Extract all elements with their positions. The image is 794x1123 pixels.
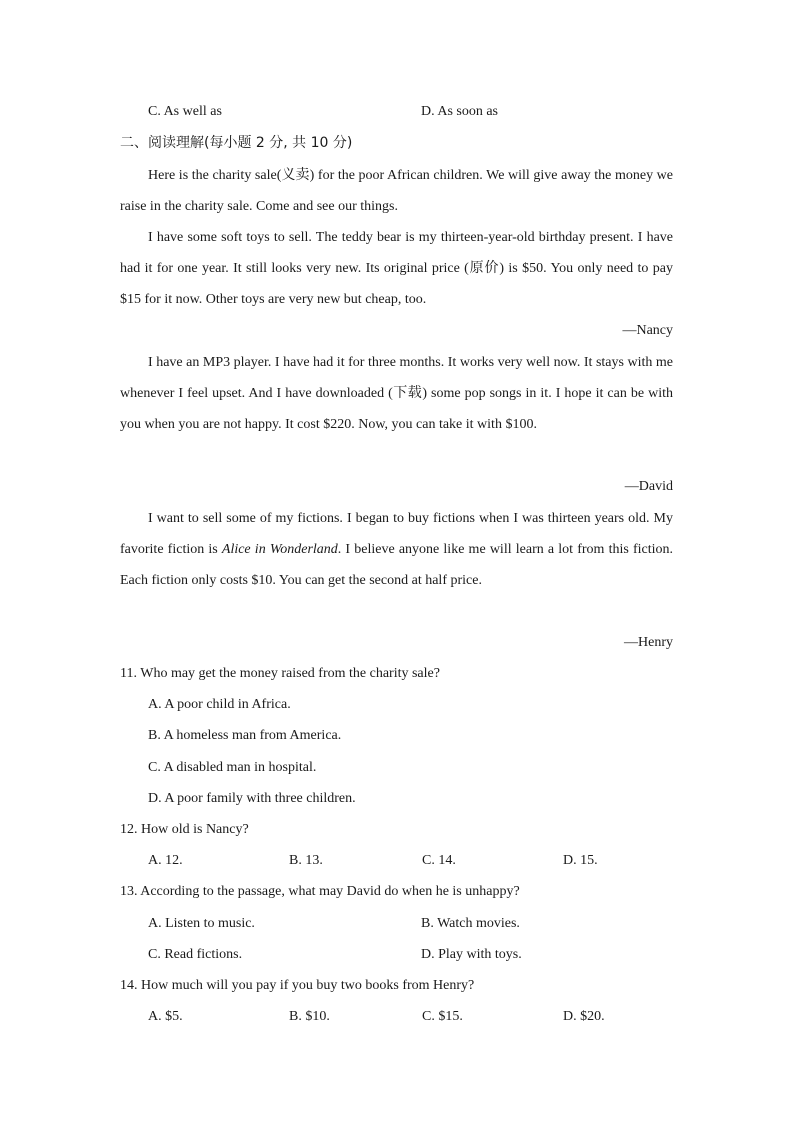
- henry-signature: —Henry: [624, 635, 673, 650]
- question-11-option-d: D. A poor family with three children.: [148, 791, 356, 806]
- david-text: I have an MP3 player. I have had it for three months. It works very well now. It stays with me whenever I feel upset. And I have downloaded (下载) some pop songs in it. I hope it can be with you when you are not happy. It cost $220. Now, you can take it with $100.: [120, 355, 673, 433]
- question-14-option-a: A. $5.: [148, 1009, 183, 1024]
- question-11-stem: 11. Who may get the money raised from the charity sale?: [120, 666, 440, 681]
- question-14-option-d: D. $20.: [563, 1009, 605, 1024]
- henry-text: [120, 503, 673, 597]
- question-12-option-d: D. 15.: [563, 853, 598, 868]
- question-14-option-c: C. $15.: [422, 1009, 463, 1024]
- question-14-stem: 14. How much will you pay if you buy two books from Henry?: [120, 978, 475, 993]
- question-11-option-b: B. A homeless man from America.: [148, 728, 342, 743]
- question-11-option-c: C. A disabled man in hospital.: [148, 760, 317, 775]
- question-12-option-a: A. 12.: [148, 853, 183, 868]
- henry-text-after: . I believe anyone like me will learn a lot from this fiction. Each fiction only costs $10. You can get the second at half price.: [120, 542, 673, 589]
- question-13-option-d: D. Play with toys.: [421, 947, 522, 962]
- question-14-option-b: B. $10.: [289, 1009, 330, 1024]
- prev-option-d: D. As soon as: [421, 104, 499, 119]
- henry-paragraph: [120, 503, 673, 597]
- prev-option-c: C. As well as: [148, 104, 222, 119]
- henry-book-title: Alice in Wonderland: [221, 542, 338, 558]
- david-paragraph: [120, 347, 673, 441]
- section-heading: 二、阅读理解(每小题 2 分, 共 10 分): [120, 135, 353, 151]
- nancy-paragraph: [120, 222, 673, 316]
- question-12-stem: 12. How old is Nancy?: [120, 822, 249, 837]
- question-12-option-c: C. 14.: [422, 853, 456, 868]
- question-13-stem: 13. According to the passage, what may David do when he is unhappy?: [120, 884, 520, 899]
- nancy-signature: —Nancy: [622, 323, 673, 338]
- question-11-option-a: A. A poor child in Africa.: [148, 697, 291, 712]
- nancy-text: I have some soft toys to sell. The teddy bear is my thirteen-year-old birthday present. I have had it for one year. It still looks very new. Its original price (原价) is $50. You only need to pay $15 for it now. Other toys are very new but cheap, too.: [120, 230, 673, 308]
- question-13-option-a: A. Listen to music.: [148, 916, 255, 931]
- question-13-option-c: C. Read fictions.: [148, 947, 243, 962]
- question-13-option-b: B. Watch movies.: [421, 916, 520, 931]
- question-12-option-b: B. 13.: [289, 853, 323, 868]
- henry-text-before: I want to sell some of my fictions. I began to buy fictions when I was thirteen years old. My favorite fiction is: [120, 511, 673, 558]
- david-signature: —David: [624, 479, 673, 494]
- intro-text: Here is the charity sale(义卖) for the poor African children. We will give away the money we raise in the charity sale. Come and see our things.: [120, 168, 673, 215]
- intro-paragraph: [120, 160, 673, 222]
